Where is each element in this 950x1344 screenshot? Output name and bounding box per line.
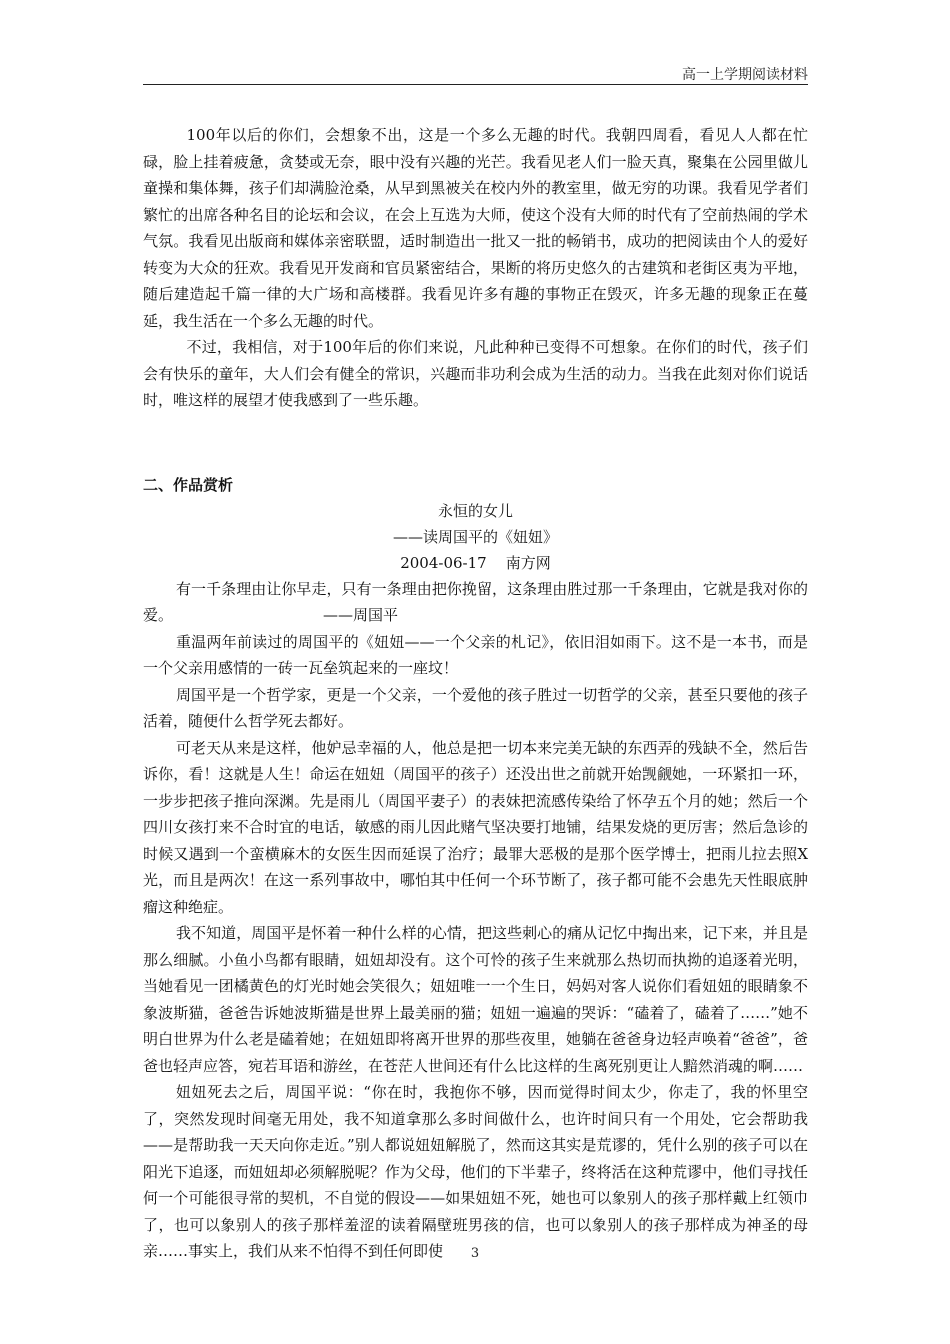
- epigraph-text: 有一千条理由让你早走，只有一条理由把你挽留，这条理由胜过那一千条理由，它就是我对你的爱。: [143, 579, 808, 624]
- article-paragraph: 妞妞死去之后，周国平说：“你在时，我抱你不够，因而觉得时间太少，你走了，我的怀里空了，突然发现时间毫无用处，我不知道拿那么多时间做什么，也许时间只有一个用处，它会帮助我——是帮助我一天天向你走近。”别人都说妞妞解脱了，然而这其实是荒谬的，凭什么别的孩子可以在阳光下追逐，而妞妞却必须解脱呢？作为父母，他们的下半辈子，终将活在这种荒谬中，他们寻找任何一个可能很寻常的契机，不自觉的假设——如果妞妞不死，她也可以象别人的孩子那样戴上红领巾了，也可以象别人的孩子那样羞涩的读着隔壁班男孩的信，也可以象别人的孩子那样成为神圣的母亲……事实上，我们从来不怕得不到任何即使: [143, 1083, 808, 1260]
- article-title: 永恒的女儿: [437, 501, 513, 520]
- article-date: 2004-06-17: [400, 553, 487, 572]
- essay-paragraph-2: 不过，我相信，对于100年后的你们来说，凡此种种已变得不可想象。在你们的时代，孩子们会有快乐的童年，大人们会有健全的常识，兴趣而非功利会成为生活的动力。当我在此刻对你们说话时，唯这样的展望才使我感到了一些乐趣。: [143, 338, 808, 409]
- epigraph-author: ——周国平: [323, 606, 399, 624]
- header-title: 高一上学期阅读材料: [682, 67, 808, 83]
- article-paragraph: 周国平是一个哲学家，更是一个父亲，一个爱他的孩子胜过一切哲学的父亲，甚至只要他的孩子活着，随便什么哲学死去都好。: [143, 685, 808, 730]
- page-header: [143, 62, 808, 85]
- epigraph: [143, 576, 808, 629]
- article-paragraph: 可老天从来是这样，他妒忌幸福的人，他总是把一切本来完美无缺的东西弄的残缺不全，然后告诉你，看！这就是人生！命运在妞妞（周国平的孩子）还没出世之前就开始觊觎她，一环紧扣一环，一步步把孩子推向深渊。先是雨儿（周国平妻子）的表妹把流感传染给了怀孕五个月的她；然后一个四川女孩打来不合时宜的电话，敏感的雨儿因此赌气坚决要打地铺，结果发烧的更厉害；然后急诊的时候又遇到一个蛮横麻木的女医生因而延误了治疗；最罪大恶极的是那个医学博士，把雨儿拉去照X光，而且是两次！在这一系列事故中，哪怕其中任何一个环节断了，孩子都可能不会患先天性眼底肿瘤这种绝症。: [143, 738, 808, 916]
- article-source: 南方网: [505, 553, 551, 572]
- section-heading: 二、作品赏析: [143, 475, 234, 494]
- article-paragraph: 我不知道，周国平是怀着一种什么样的心情，把这些刺心的痛从记忆中掏出来，记下来，并且是那么细腻。小鱼小鸟都有眼睛，妞妞却没有。这个可怜的孩子生来就那么热切而执拗的追逐着光明，当她看见一团橘黄色的灯光时她会笑很久；妞妞唯一一个生日，妈妈对客人说你们看妞妞的眼睛象不象波斯猫，爸爸告诉她波斯猫是世界上最美丽的猫；妞妞一遍遍的哭诉：“磕着了，磕着了……”她不明白世界为什么老是磕着她；在妞妞即将离开世界的那些夜里，她躺在爸爸身边轻声唤着“爸爸”，爸爸也轻声应答，宛若耳语和游丝，在苍茫人世间还有什么比这样的生离死别更让人黯然消魂的啊……: [143, 924, 808, 1075]
- page-content: [143, 122, 808, 1265]
- article-subtitle: ——读周国平的《妞妞》: [392, 527, 558, 546]
- article-paragraph: 重温两年前读过的周国平的《妞妞——一个父亲的札记》，依旧泪如雨下。这不是一本书，而是一个父亲用感情的一砖一瓦垒筑起来的一座坟！: [143, 632, 808, 677]
- page-number: 3: [470, 1246, 480, 1261]
- article-dateline: [143, 550, 808, 576]
- essay-paragraph-1: 100年以后的你们，会想象不出，这是一个多么无趣的时代。我朝四周看，看见人人都在忙碌，脸上挂着疲惫，贪婪或无奈，眼中没有兴趣的光芒。我看见老人们一脸天真，聚集在公园里做儿童操和集体舞，孩子们却满脸沧桑，从早到黑被关在校内外的教室里，做无穷的功课。我看见学者们繁忙的出席各种名目的论坛和会议，在会上互选为大师，使这个没有大师的时代有了空前热闹的学术气氛。我看见出版商和媒体亲密联盟，适时制造出一批又一批的畅销书，成功的把阅读由个人的爱好转变为大众的狂欢。我看见开发商和官员紧密结合，果断的将历史悠久的古建筑和老街区夷为平地，随后建造起千篇一律的大广场和高楼群。我看见许多有趣的事物正在毁灭，许多无趣的现象正在蔓延，我生活在一个多么无趣的时代。: [143, 126, 808, 330]
